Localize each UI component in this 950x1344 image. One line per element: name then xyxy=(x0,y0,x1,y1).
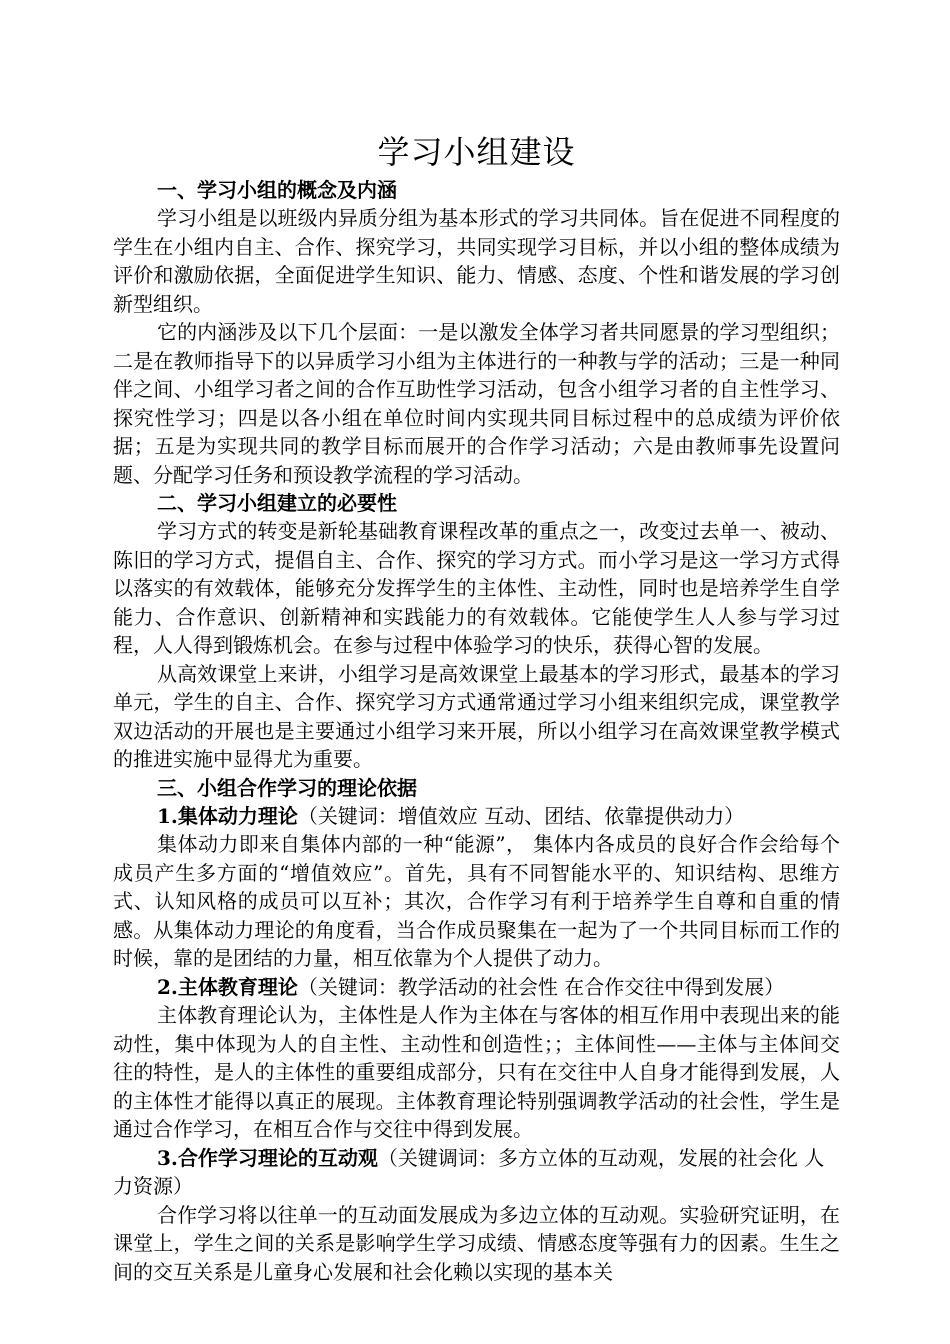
document-page xyxy=(113,128,840,1286)
section-heading-necessity: 二、学习小组建立的必要性 xyxy=(157,491,397,515)
theory-title: 3.合作学习理论的互动观 xyxy=(157,1145,378,1170)
section-heading-concept: 一、学习小组的概念及内涵 xyxy=(157,178,397,202)
theory-keywords: （关键词：增值效应 互动、团结、依靠提供动力） xyxy=(297,803,745,828)
paragraph-group-dynamics: 集体动力即来自集体内部的一种“能源”， 集体内各成员的良好合作会给每个成员产生多方面的“增值效应”。首先，具有不同智能水平的、知识结构、思维方式、认知风格的成员可以互补；其次，合作学习有利于培养学生自尊和自重的情感。从集体动力理论的角度看，当合作成员聚集在一起为了一个共同目标而工作的时候，靠的是团结的力量，相互依靠为个人提供了动力。 xyxy=(113,832,840,970)
paragraph-efficient-classroom: 从高效课堂上来讲，小组学习是高效课堂上最基本的学习形式，最基本的学习单元，学生的自主、合作、探究学习方式通常通过学习小组来组织完成，课堂教学双边活动的开展也是主要通过小组学习来开展，所以小组学习在高效课堂教学模式的推进实施中显得尤为重要。 xyxy=(113,661,840,771)
theory-keywords: （关键词：教学活动的社会性 在合作交往中得到发展） xyxy=(297,974,785,999)
paragraph-learning-method: 学习方式的转变是新轮基础教育课程改革的重点之一，改变过去单一、被动、陈旧的学习方式，提倡自主、合作、探究的学习方式。而小学习是这一学习方式得以落实的有效载体，能够充分发挥学生的主体性、主动性，同时也是培养学生自学能力、合作意识、创新精神和实践能力的有效载体。它能使学生人人参与学习过程，人人得到锻炼机会。在参与过程中体验学习的快乐，获得心智的发展。 xyxy=(113,519,840,657)
paragraph-connotation: 它的内涵涉及以下几个层面：一是以激发全体学习者共同愿景的学习型组织；二是在教师指导下的以异质学习小组为主体进行的一种教与学的活动；三是一种同伴之间、小组学习者之间的合作互助性学习活动，包含小组学习者的自主性学习、探究性学习；四是以各小组在单位时间内实现共同目标过程中的总成绩为评价依据；五是为实现共同的教学目标而展开的合作学习活动；六是由教师事先设置问题、分配学习任务和预设教学流程的学习活动。 xyxy=(113,320,840,487)
theory-title: 1.集体动力理论 xyxy=(157,803,298,828)
theory-heading-interaction xyxy=(113,1144,840,1201)
paragraph-definition: 学习小组是以班级内异质分组为基本形式的学习共同体。旨在促进不同程度的学生在小组内自主、合作、探究学习，共同实现学习目标，并以小组的整体成绩为评价和激励依据，全面促进学生知识、能力、情感、态度、个性和谐发展的学习创新型组织。 xyxy=(113,206,840,316)
theory-heading-subject-education xyxy=(113,973,840,1002)
theory-heading-group-dynamics xyxy=(113,802,840,831)
paragraph-subject-education: 主体教育理论认为，主体性是人作为主体在与客体的相互作用中表现出来的能动性，集中体现为人的自主性、主动性和创造性；；主体间性——主体与主体间交往的特性，是人的主体性的重要组成部分，只有在交往中人自身才能得到发展，人的主体性才能得以真正的展现。主体教育理论特别强调教学活动的社会性，学生是通过合作学习，在相互合作与交往中得到发展。 xyxy=(113,1003,840,1141)
document-title: 学习小组建设 xyxy=(377,133,576,171)
paragraph-interaction: 合作学习将以往单一的互动面发展成为多边立体的互动观。实验研究证明，在课堂上，学生之间的关系是影响学生学习成绩、情感态度等强有力的因素。生生之间的交互关系是儿童身心发展和社会化赖以实现的基本关 xyxy=(113,1202,840,1284)
section-heading-theory: 三、小组合作学习的理论依据 xyxy=(157,775,417,800)
theory-keywords: （关键调词：多方立体的互动观，发展的社会化 人力资源） xyxy=(113,1145,825,1198)
theory-title: 2.主体教育理论 xyxy=(157,974,298,999)
